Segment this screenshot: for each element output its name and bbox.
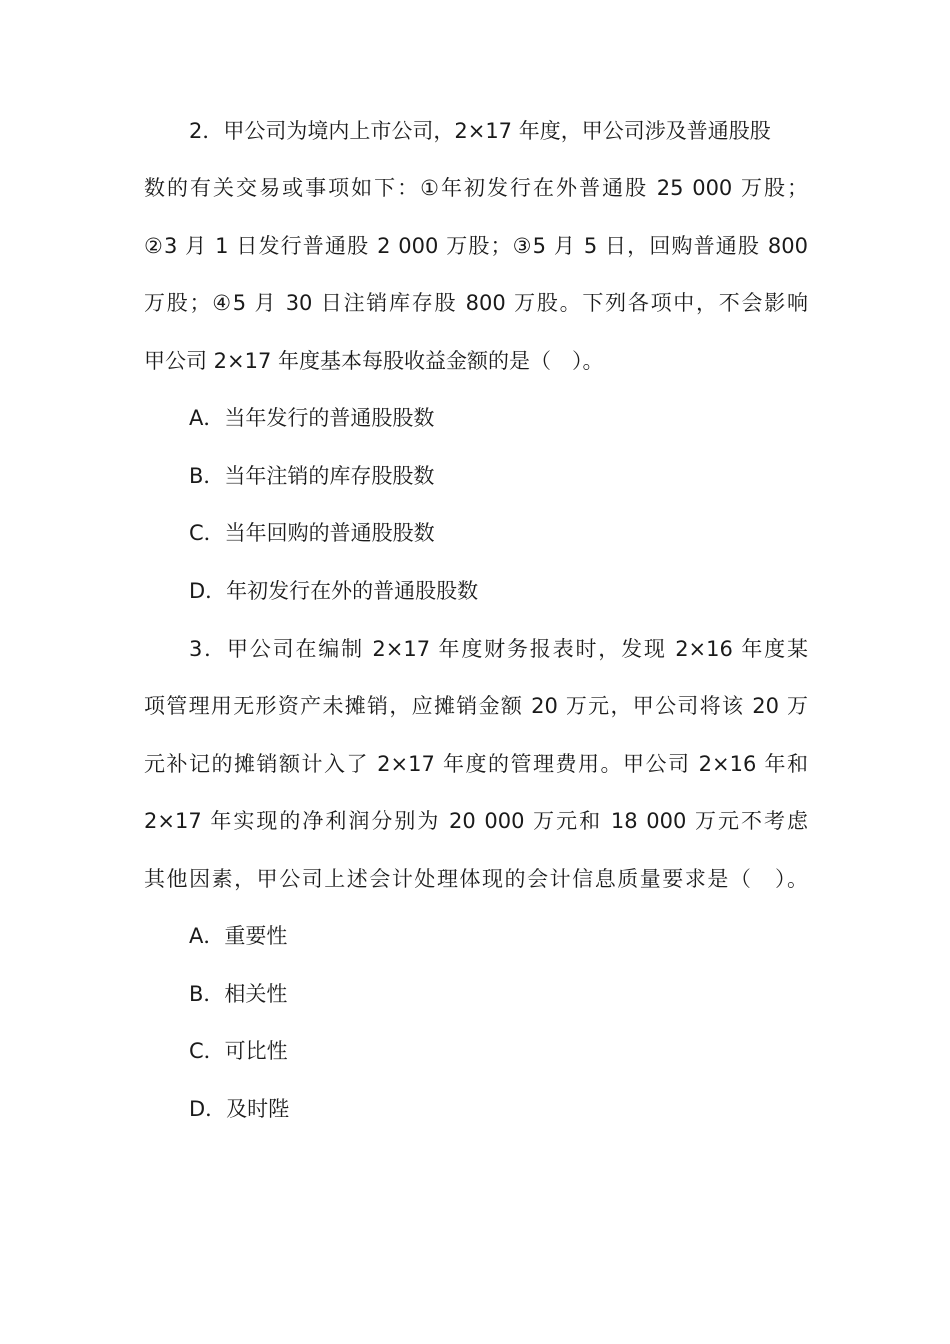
question-3-stem-line-1: 3．甲公司在编制 2×17 年度财务报表时，发现 2×16 年度某 xyxy=(189,637,808,661)
question-2-option-d: D．年初发行在外的普通股股数 xyxy=(189,579,479,603)
question-3-stem-line-4: 2×17 年实现的净利润分别为 20 000 万元和 18 000 万元不考虑 xyxy=(144,809,808,833)
question-2-stem-line-2: 数的有关交易或事项如下：①年初发行在外普通股 25 000 万股； xyxy=(144,176,808,200)
question-2-option-a: A．当年发行的普通股股数 xyxy=(189,406,435,430)
question-3-stem-line-3: 元补记的摊销额计入了 2×17 年度的管理费用。甲公司 2×16 年和 xyxy=(144,752,808,776)
question-3-option-c: C．可比性 xyxy=(189,1039,288,1063)
question-3-option-a: A．重要性 xyxy=(189,924,288,948)
question-3-stem-line-2: 项管理用无形资产未摊销，应摊销金额 20 万元，甲公司将该 20 万 xyxy=(144,694,808,718)
question-3-option-d: D．及时陛 xyxy=(189,1097,290,1121)
question-2-option-b: B．当年注销的库存股股数 xyxy=(189,464,435,488)
question-2-stem-line-5: 甲公司 2×17 年度基本每股收益金额的是（ ）。 xyxy=(144,349,604,373)
question-2-stem-line-1: 2．甲公司为境内上市公司，2×17 年度，甲公司涉及普通股股 xyxy=(189,119,771,143)
question-2-stem-line-4: 万股；④5 月 30 日注销库存股 800 万股。下列各项中，不会影响 xyxy=(144,291,808,315)
question-2-option-c: C．当年回购的普通股股数 xyxy=(189,521,435,545)
question-3-stem-line-5: 其他因素，甲公司上述会计处理体现的会计信息质量要求是（ ）。 xyxy=(144,867,808,891)
question-2-stem-line-3: ②3 月 1 日发行普通股 2 000 万股；③5 月 5 日，回购普通股 800 xyxy=(144,234,808,258)
question-3-option-b: B．相关性 xyxy=(189,982,288,1006)
